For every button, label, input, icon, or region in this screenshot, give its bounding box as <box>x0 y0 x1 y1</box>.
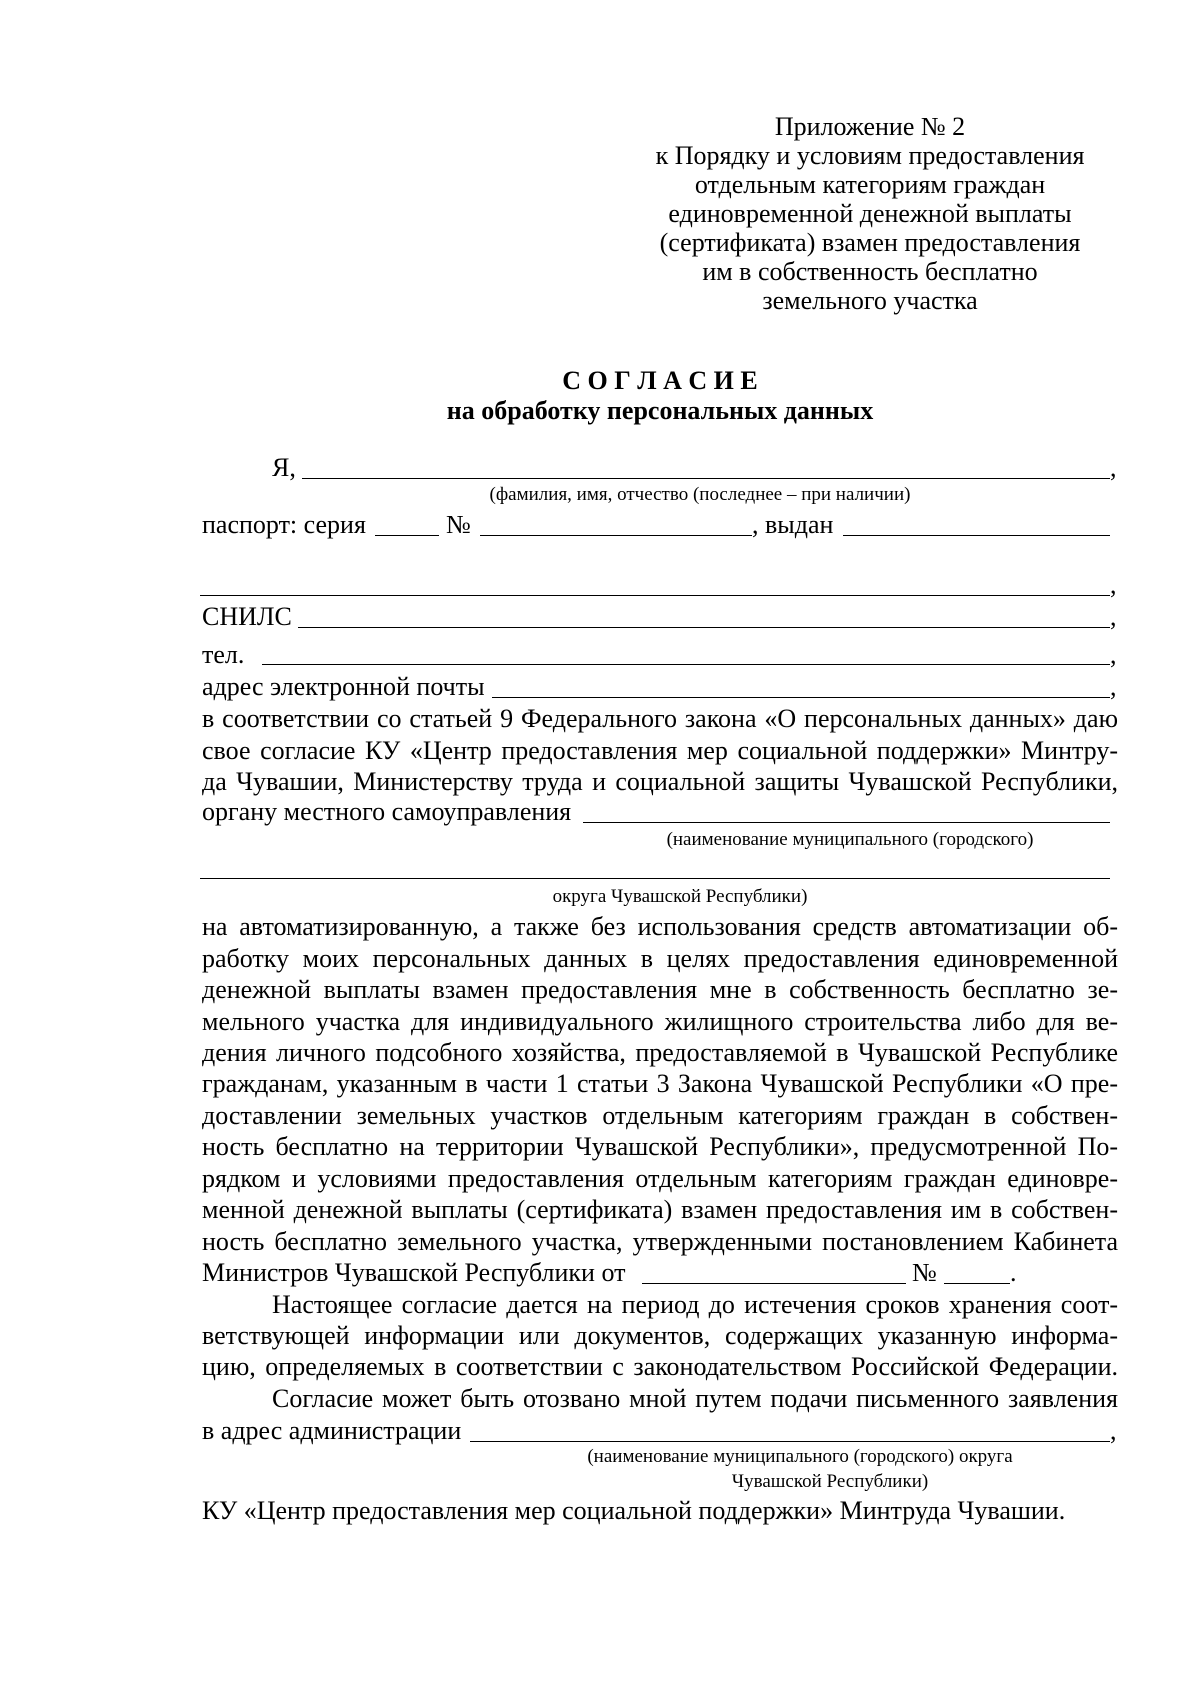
consent-text-line: Настоящее согласие дается на период до истечения сроков хранения соот- <box>272 1290 1118 1319</box>
header-line: отдельным категориям граждан <box>694 170 1046 199</box>
issued-label: , выдан <box>752 510 834 539</box>
municipal-caption: округа Чувашской Республики) <box>552 886 808 907</box>
resolution-number-field[interactable] <box>944 1283 1010 1284</box>
consent-text-line: Согласие может быть отозвано мной путем подачи письменного заявления <box>272 1384 1118 1413</box>
number-sign: № <box>446 510 471 539</box>
admin-caption: Чувашской Республики) <box>731 1471 929 1492</box>
email-field[interactable] <box>492 697 1110 698</box>
comma: , <box>1110 570 1117 599</box>
comma: , <box>1110 672 1117 701</box>
header-line: им в собственность бесплатно <box>702 257 1038 286</box>
consent-text-line: в соответствии со статьей 9 Федерального закона «О персональных данных» даю <box>202 704 1118 733</box>
comma: , <box>1110 640 1117 669</box>
passport-number-field[interactable] <box>480 535 752 536</box>
phone-label: тел. <box>202 640 245 669</box>
consent-text-line: да Чувашии, Министерству труда и социальной защиты Чувашской Республики, <box>202 767 1118 796</box>
admin-caption: (наименование муниципального (городского) округа <box>587 1446 1013 1467</box>
document-subtitle: на обработку персональных данных <box>446 396 874 425</box>
consent-text-line: ность бесплатно земельного участка, утвержденными постановлением Кабинета <box>202 1227 1118 1256</box>
consent-text-line: на автоматизированную, а также без использования средств автоматизации об- <box>202 912 1118 941</box>
local-gov-field[interactable] <box>583 822 1110 823</box>
comma: , <box>1110 1416 1117 1445</box>
i-label: Я, <box>272 453 296 482</box>
snils-label: СНИЛС <box>202 602 292 631</box>
passport-issued-continuation-field[interactable] <box>200 595 1110 596</box>
consent-text-line: цию, определяемых в соответствии с законодательством Российской Федерации. <box>202 1352 1118 1381</box>
administration-field[interactable] <box>470 1441 1110 1442</box>
fio-field[interactable] <box>302 478 1110 479</box>
document-title: С О Г Л А С И Е <box>562 366 758 395</box>
header-line: (сертификата) взамен предоставления <box>659 228 1081 257</box>
header-line: земельного участка <box>762 286 978 315</box>
header-line: Приложение № 2 <box>774 112 966 141</box>
address-label: в адрес администрации <box>202 1416 462 1445</box>
period: . <box>1010 1258 1017 1287</box>
consent-text-line: менной денежной выплаты (сертификата) взамен предоставления им в собствен- <box>202 1195 1118 1224</box>
consent-text-line: свое согласие КУ «Центр предоставления мер социальной поддержки» Минтру- <box>202 736 1118 765</box>
consent-text-line: мельного участка для индивидуального жилищного строительства либо для ве- <box>202 1007 1118 1036</box>
municipal-caption: (наименование муниципального (городского) <box>666 829 1034 850</box>
local-gov-label: органу местного самоуправления <box>202 797 572 826</box>
header-line: единовременной денежной выплаты <box>668 199 1072 228</box>
fio-caption: (фамилия, имя, отчество (последнее – при наличии) <box>489 484 911 505</box>
comma: , <box>1110 602 1117 631</box>
consent-text-line: работку моих персональных данных в целях предоставления единовременной <box>202 944 1118 973</box>
consent-text-line: дения личного подсобного хозяйства, предоставляемой в Чувашской Республике <box>202 1038 1118 1067</box>
phone-field[interactable] <box>262 664 1110 665</box>
passport-issued-field[interactable] <box>843 535 1110 536</box>
snils-field[interactable] <box>298 627 1110 628</box>
local-gov-continuation-field[interactable] <box>200 878 1110 879</box>
consent-text-line: ветствующей информации или документов, содержащих указанную информа- <box>202 1321 1118 1350</box>
comma: , <box>1110 453 1117 482</box>
resolution-date-field[interactable] <box>642 1283 906 1284</box>
passport-series-field[interactable] <box>375 535 439 536</box>
consent-text-line: доставлении земельных участков отдельным категориям граждан в собствен- <box>202 1101 1118 1130</box>
email-label: адрес электронной почты <box>202 672 485 701</box>
resolution-date-label: Министров Чувашской Республики от <box>202 1258 626 1287</box>
header-line: к Порядку и условиям предоставления <box>655 141 1085 170</box>
consent-text-line: гражданам, указанным в части 1 статьи 3 Закона Чувашской Республики «О пре- <box>202 1069 1118 1098</box>
resolution-number-sign: № <box>912 1258 937 1287</box>
consent-text-line: рядком и условиями предоставления отдельным категориям граждан единовре- <box>202 1164 1118 1193</box>
consent-text-line: денежной выплаты взамен предоставления мне в собственность бесплатно зе- <box>202 975 1118 1004</box>
passport-label: паспорт: серия <box>202 510 366 539</box>
final-line: КУ «Центр предоставления мер социальной поддержки» Минтруда Чувашии. <box>202 1496 1066 1525</box>
consent-text-line: ность бесплатно на территории Чувашской Республики», предусмотренной По- <box>202 1132 1118 1161</box>
